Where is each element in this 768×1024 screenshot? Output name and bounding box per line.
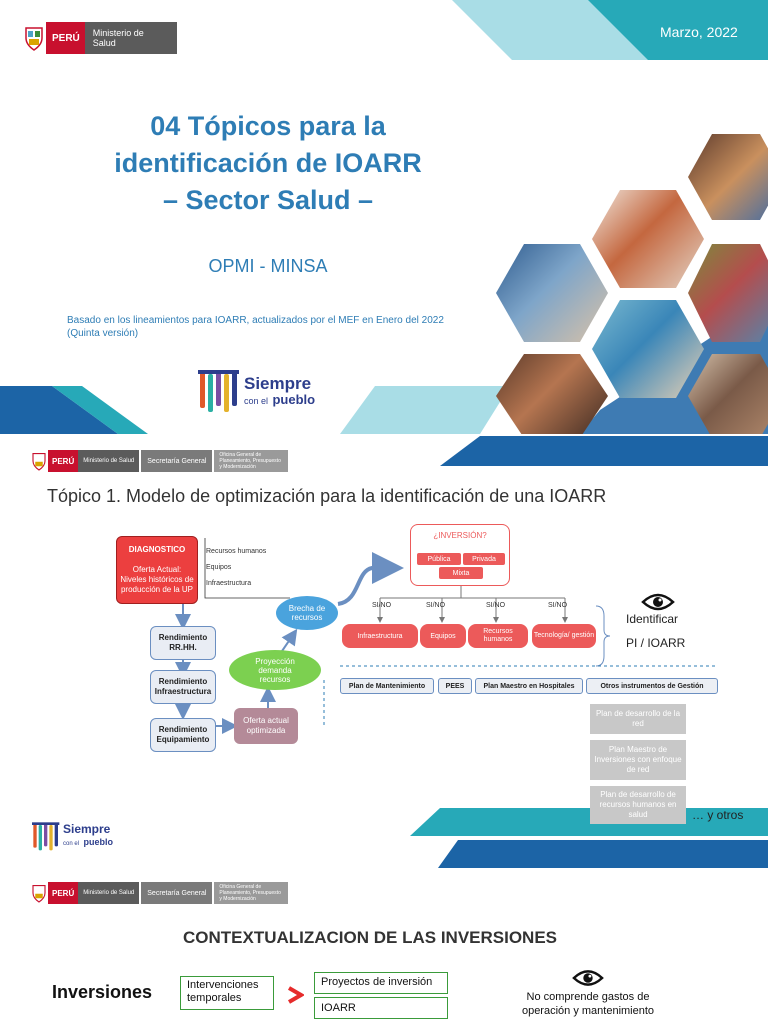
oficina-label: Oficina General de Planeamiento, Presupuesto y Modernización [214,450,288,472]
date-label: Marzo, 2022 [660,24,738,40]
peru-shield-icon [30,883,48,903]
category-equipos: Equipos [420,624,466,648]
topic-1-slide [0,436,768,868]
brand-line-2b: pueblo [83,837,113,847]
pi-ioarr-label: PI / IOARR [626,636,686,650]
inversiones-label: Inversiones [52,982,153,1002]
note-line-1: Basado en los lineamientos para IOARR, actualizados por el MEF en Enero del 2022 [67,315,444,326]
resource-label-rrhh: Recursos humanos [206,548,267,555]
ministry-label: Ministerio de Salud [78,882,139,904]
proyectos-box: Proyectos de inversión [314,972,448,994]
si-no-label-2: SI/NO [426,602,446,609]
cover-slide [0,0,768,434]
secretaria-label: Secretaría General [141,882,212,904]
peru-label: PERÚ [48,450,78,472]
siempre-pueblo-wordmark [63,824,113,850]
plan-desarrollo-red: Plan de desarrollo de la red [590,704,686,734]
brand-line-2a: con el [63,841,80,847]
ministry-label: Ministerio de Salud [85,22,177,54]
brand-line-2a: con el [244,395,269,406]
title-line-3: – Sector Salud – [162,185,374,215]
no-comprende-label: No comprende gastos de operación y mantenimiento [521,991,655,1017]
title-line-2: identificación de IOARR [114,148,422,178]
siempre-pueblo-logo-icon [198,370,240,414]
rendimiento-infra-box: Rendimiento Infraestructura [150,670,216,704]
plan-maestro-inversiones: Plan Maestro de Inversiones con enfoque de red [590,740,686,780]
contextualizacion-slide [0,870,768,1024]
oficina-label: Oficina General de Planeamiento, Presupuesto y Modernización [214,882,288,904]
resource-label-infra: Infraestructura [206,580,252,587]
eye-icon [572,968,604,988]
siempre-pueblo-logo-icon [32,822,60,852]
option-publica: Pública [417,553,461,565]
brand-line-1: Siempre [244,373,312,393]
slide2-title: Tópico 1. Modelo de optimización para la identificación de una IOARR [47,486,607,506]
ministry-label: Ministerio de Salud [78,450,139,472]
option-mixta: Mixta [439,567,483,579]
intervenciones-box: Intervenciones temporales [180,976,274,1010]
identificar-label: Identificar [626,612,679,626]
cover-title [60,108,476,219]
title-line-1: 04 Tópicos para la [150,111,386,141]
rendimiento-rrhh-box: Rendimiento RR.HH. [150,626,216,660]
brand-line-2b: pueblo [272,391,316,407]
brecha-ellipse: Brecha de recursos [276,596,338,630]
ministry-logo-header [30,882,288,904]
si-no-label-4: SI/NO [548,602,568,609]
instrument-plan-maestro: Plan Maestro en Hospitales [475,678,583,694]
ministry-logo [22,22,177,54]
arrow-icon [286,986,304,1004]
siempre-pueblo-logo [198,370,315,414]
category-tecnologia: Tecnología/ gestión [532,624,596,648]
diagnostico-box [116,536,198,604]
peru-label: PERÚ [46,22,85,54]
category-rrhh: Recursos humanos [468,624,528,648]
brand-line-1: Siempre [63,822,111,836]
peru-label: PERÚ [48,882,78,904]
slide3-title: CONTEXTUALIZACION DE LAS INVERSIONES [182,928,558,947]
instrument-pees: PEES [438,678,472,694]
y-otros-label: … y otros [692,808,744,822]
peru-shield-icon [22,25,46,51]
rendimiento-equipamiento-box: Rendimiento Equipamiento [150,718,216,752]
cover-subtitle: OPMI - MINSA [208,256,328,276]
option-privada: Privada [463,553,505,565]
siempre-pueblo-logo-small [32,822,113,852]
cover-note [67,314,487,340]
inversion-box [410,524,510,586]
ioarr-box: IOARR [314,997,448,1019]
instrument-otros: Otros instrumentos de Gestión [586,678,718,694]
proyeccion-ellipse: Proyección demanda recursos [229,650,321,690]
diagnostico-body: Oferta Actual: Niveles históricos de producción de la UP [120,565,194,594]
eye-icon [641,592,675,612]
inversion-title: ¿INVERSIÓN? [433,531,487,540]
note-line-2: (Quinta versión) [67,328,139,339]
plan-desarrollo-rrhh: Plan de desarrollo de recursos humanos en salud [590,786,686,824]
diagnostico-title: DIAGNOSTICO [128,545,186,554]
oferta-optimizada-box: Oferta actual optimizada [234,708,298,744]
resource-label-equipos: Equipos [206,564,232,571]
category-infraestructura: Infraestructura [342,624,418,648]
secretaria-label: Secretaría General [141,450,212,472]
si-no-label-1: SI/NO [372,602,392,609]
siempre-pueblo-wordmark [244,373,316,409]
instrument-mantenimiento: Plan de Mantenimiento [340,678,434,694]
si-no-label-3: SI/NO [486,602,506,609]
